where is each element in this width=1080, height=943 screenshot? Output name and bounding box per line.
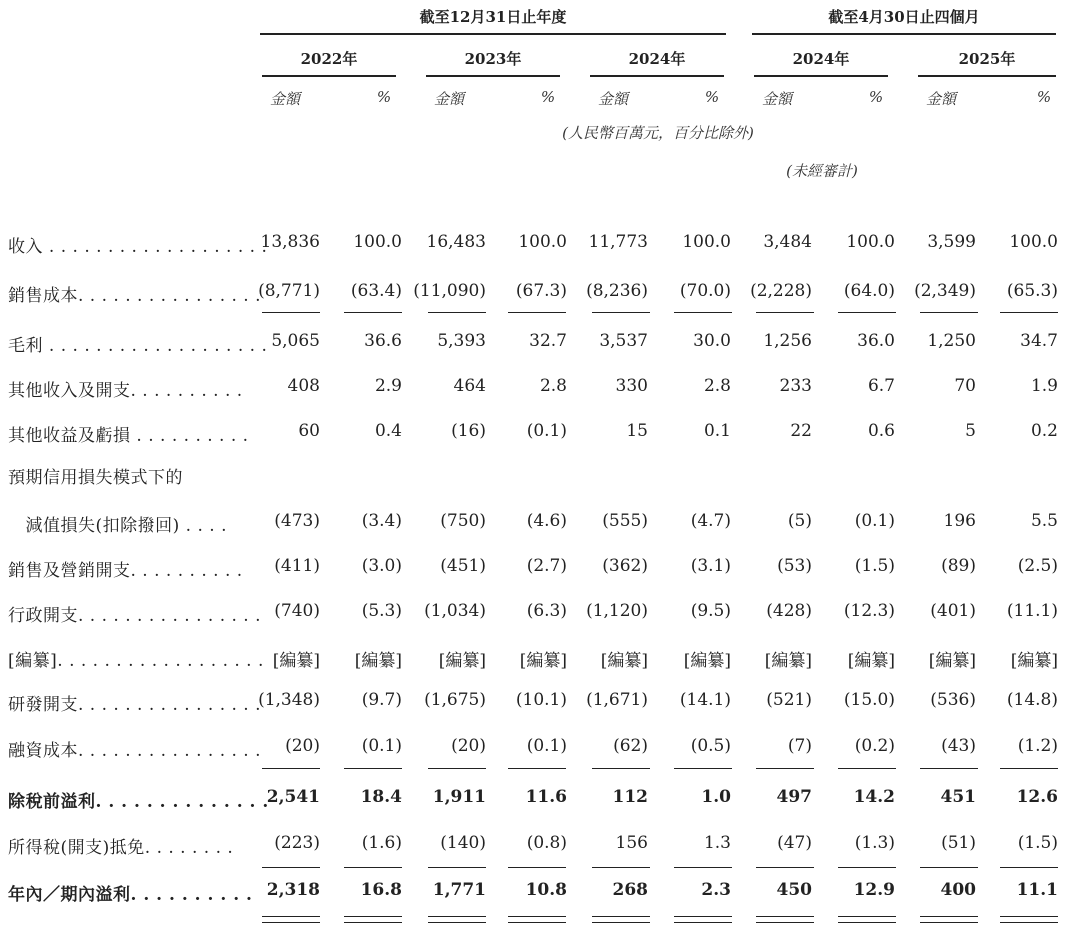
cell-finance-costs: (0.1)	[361, 736, 402, 756]
cell-admin-expenses: (6.3)	[526, 601, 567, 621]
row-label-profit-before-tax: 除稅前溢利. . . . . . . . . . . . . .	[8, 792, 269, 812]
cell-revenue: 100.0	[1009, 232, 1058, 252]
subtotal-rule	[756, 867, 814, 868]
cell-revenue: 3,599	[927, 232, 976, 252]
row-label-ecl-heading: 預期信用損失模式下的	[8, 468, 183, 488]
cell-finance-costs: (0.1)	[526, 736, 567, 756]
year-heading-2023: 2023年	[464, 50, 522, 68]
cell-finance-costs: (20)	[285, 736, 320, 756]
cell-cost-of-sales: (8,771)	[258, 281, 320, 301]
cell-impairment-losses: (473)	[274, 511, 320, 531]
cell-profit-before-tax: 18.4	[360, 787, 402, 807]
total-double-rule	[428, 922, 486, 923]
cell-profit-before-tax: 12.6	[1016, 787, 1058, 807]
row-label-revenue: 收入 . . . . . . . . . . . . . . . . . . .	[8, 237, 268, 257]
cell-cost-of-sales: (11,090)	[413, 281, 486, 301]
cell-profit-for-period: 268	[612, 880, 648, 900]
total-double-rule	[838, 922, 896, 923]
total-double-rule	[920, 916, 978, 917]
cell-revenue: 16,483	[426, 232, 486, 252]
subtotal-rule	[508, 867, 566, 868]
subtotal-rule	[344, 768, 402, 769]
cell-other-gains-losses: (0.1)	[526, 421, 567, 441]
amount-subheader: 金額	[433, 90, 464, 108]
cell-cost-of-sales: (63.4)	[350, 281, 402, 301]
amount-subheader: 金額	[597, 90, 628, 108]
cell-selling-marketing-expenses: (451)	[440, 556, 486, 576]
subtotal-rule	[428, 768, 486, 769]
cell-cost-of-sales: (2,349)	[914, 281, 976, 301]
total-double-rule	[592, 922, 650, 923]
cell-finance-costs: (0.2)	[854, 736, 895, 756]
row-label-profit-for-period: 年內／期內溢利. . . . . . . . . .	[8, 885, 253, 905]
cell-selling-marketing-expenses: (362)	[602, 556, 648, 576]
total-double-rule	[508, 916, 566, 917]
year-rule-2025	[918, 75, 1056, 77]
cell-impairment-losses: (3.4)	[361, 511, 402, 531]
cell-profit-before-tax: 451	[940, 787, 976, 807]
subtotal-rule	[428, 867, 486, 868]
row-label-impairment-losses: 減值損失(扣除撥回) . . . .	[8, 516, 227, 536]
cell-cost-of-sales: (2,228)	[750, 281, 812, 301]
cell-rd-expenses: (1,671)	[586, 690, 648, 710]
subtotal-rule	[262, 768, 320, 769]
cell-gross-profit: 34.7	[1020, 331, 1058, 351]
total-double-rule	[428, 916, 486, 917]
cell-impairment-losses: (5)	[787, 511, 812, 531]
cell-revenue: 100.0	[353, 232, 402, 252]
total-double-rule	[1000, 916, 1058, 917]
year-heading-2024: 2024年	[628, 50, 686, 68]
year-heading-2025: 2025年	[958, 50, 1016, 68]
cell-redacted-row: [編纂]	[519, 651, 567, 671]
cell-admin-expenses: (1,120)	[586, 601, 648, 621]
cell-rd-expenses: (536)	[930, 690, 976, 710]
percent-subheader: %	[868, 88, 884, 106]
subtotal-rule	[756, 312, 814, 313]
subtotal-rule	[674, 867, 732, 868]
cell-income-tax: (47)	[777, 833, 812, 853]
row-label-other-income-expenses: 其他收入及開支. . . . . . . . . .	[8, 381, 243, 401]
cell-profit-before-tax: 497	[776, 787, 812, 807]
cell-admin-expenses: (9.5)	[690, 601, 731, 621]
subtotal-rule	[262, 312, 320, 313]
cell-revenue: 100.0	[682, 232, 731, 252]
row-label-redacted-row: [編纂]. . . . . . . . . . . . . . . . . .	[8, 651, 264, 671]
cell-selling-marketing-expenses: (2.7)	[526, 556, 567, 576]
row-label-gross-profit: 毛利 . . . . . . . . . . . . . . . . . . .	[8, 336, 268, 356]
subtotal-rule	[1000, 312, 1058, 313]
cell-other-gains-losses: 0.6	[867, 421, 895, 441]
cell-impairment-losses: (4.7)	[690, 511, 731, 531]
cell-income-tax: (1.3)	[854, 833, 895, 853]
subtotal-rule	[344, 312, 402, 313]
year-rule-2023	[426, 75, 560, 77]
total-double-rule	[592, 916, 650, 917]
cell-other-gains-losses: 60	[298, 421, 320, 441]
cell-profit-for-period: 1,771	[432, 880, 486, 900]
row-label-admin-expenses: 行政開支. . . . . . . . . . . . . . . .	[8, 606, 262, 626]
cell-admin-expenses: (5.3)	[361, 601, 402, 621]
cell-rd-expenses: (1,675)	[424, 690, 486, 710]
subtotal-rule	[592, 312, 650, 313]
cell-selling-marketing-expenses: (411)	[274, 556, 320, 576]
cell-gross-profit: 32.7	[529, 331, 567, 351]
row-label-income-tax: 所得稅(開支)抵免. . . . . . . .	[8, 838, 234, 858]
cell-income-tax: (1.5)	[1017, 833, 1058, 853]
year-rule-2022	[262, 75, 396, 77]
cell-rd-expenses: (1,348)	[258, 690, 320, 710]
cell-other-income-expenses: 2.9	[374, 376, 402, 396]
cell-selling-marketing-expenses: (89)	[941, 556, 976, 576]
cell-other-gains-losses: (16)	[451, 421, 486, 441]
cell-profit-before-tax: 14.2	[853, 787, 895, 807]
cell-rd-expenses: (15.0)	[843, 690, 895, 710]
total-double-rule	[756, 916, 814, 917]
cell-revenue: 13,836	[260, 232, 320, 252]
percent-subheader: %	[704, 88, 720, 106]
cell-gross-profit: 36.6	[364, 331, 402, 351]
period-4m-rule	[752, 33, 1056, 35]
cell-revenue: 11,773	[588, 232, 648, 252]
subtotal-rule	[592, 768, 650, 769]
cell-redacted-row: [編纂]	[354, 651, 402, 671]
cell-selling-marketing-expenses: (3.1)	[690, 556, 731, 576]
amount-subheader: 金額	[269, 90, 300, 108]
total-double-rule	[674, 916, 732, 917]
cell-redacted-row: [編纂]	[438, 651, 486, 671]
cell-admin-expenses: (12.3)	[843, 601, 895, 621]
cell-selling-marketing-expenses: (3.0)	[361, 556, 402, 576]
percent-subheader: %	[1036, 88, 1052, 106]
cell-gross-profit: 1,250	[927, 331, 976, 351]
cell-other-income-expenses: 233	[779, 376, 812, 396]
cell-other-income-expenses: 2.8	[703, 376, 731, 396]
year-heading-2022: 2022年	[300, 50, 358, 68]
cell-profit-before-tax: 1.0	[701, 787, 731, 807]
cell-finance-costs: (1.2)	[1017, 736, 1058, 756]
cell-admin-expenses: (740)	[274, 601, 320, 621]
cell-redacted-row: [編纂]	[847, 651, 895, 671]
cell-impairment-losses: (555)	[602, 511, 648, 531]
total-double-rule	[1000, 922, 1058, 923]
unaudited-note: (未經審計)	[786, 162, 858, 180]
subtotal-rule	[592, 867, 650, 868]
cell-cost-of-sales: (64.0)	[843, 281, 895, 301]
cell-impairment-losses: (750)	[440, 511, 486, 531]
total-double-rule	[508, 922, 566, 923]
cell-other-gains-losses: 22	[790, 421, 812, 441]
cell-income-tax: (0.8)	[526, 833, 567, 853]
unit-note: (人民幣百萬元，百分比除外)	[562, 124, 754, 142]
total-double-rule	[674, 922, 732, 923]
cell-profit-for-period: 16.8	[360, 880, 402, 900]
subtotal-rule	[344, 867, 402, 868]
cell-gross-profit: 5,393	[437, 331, 486, 351]
cell-redacted-row: [編纂]	[1010, 651, 1058, 671]
cell-admin-expenses: (401)	[930, 601, 976, 621]
subtotal-rule	[508, 312, 566, 313]
cell-income-tax: 156	[615, 833, 648, 853]
subtotal-rule	[756, 768, 814, 769]
subtotal-rule	[920, 312, 978, 313]
cell-profit-for-period: 2,318	[266, 880, 320, 900]
cell-redacted-row: [編纂]	[683, 651, 731, 671]
cell-income-tax: (51)	[941, 833, 976, 853]
subtotal-rule	[1000, 768, 1058, 769]
cell-rd-expenses: (521)	[766, 690, 812, 710]
cell-gross-profit: 5,065	[271, 331, 320, 351]
cell-other-gains-losses: 15	[626, 421, 648, 441]
percent-subheader: %	[376, 88, 392, 106]
cell-other-income-expenses: 330	[615, 376, 648, 396]
cell-gross-profit: 30.0	[693, 331, 731, 351]
cell-income-tax: (1.6)	[361, 833, 402, 853]
cell-revenue: 100.0	[518, 232, 567, 252]
cell-profit-before-tax: 2,541	[266, 787, 320, 807]
cell-revenue: 3,484	[763, 232, 812, 252]
cell-cost-of-sales: (70.0)	[679, 281, 731, 301]
cell-revenue: 100.0	[846, 232, 895, 252]
total-double-rule	[262, 922, 320, 923]
cell-other-income-expenses: 1.9	[1030, 376, 1058, 396]
cell-other-gains-losses: 5	[965, 421, 976, 441]
cell-other-income-expenses: 408	[287, 376, 320, 396]
row-label-cost-of-sales: 銷售成本. . . . . . . . . . . . . . . .	[8, 286, 262, 306]
cell-admin-expenses: (11.1)	[1006, 601, 1058, 621]
cell-cost-of-sales: (65.3)	[1006, 281, 1058, 301]
row-label-other-gains-losses: 其他收益及虧損 . . . . . . . . . .	[8, 426, 249, 446]
total-double-rule	[344, 922, 402, 923]
cell-profit-before-tax: 112	[612, 787, 648, 807]
subtotal-rule	[838, 768, 896, 769]
cell-finance-costs: (7)	[787, 736, 812, 756]
period-4m-heading: 截至4月30日止四個月	[828, 8, 980, 26]
cell-redacted-row: [編纂]	[272, 651, 320, 671]
cell-redacted-row: [編纂]	[764, 651, 812, 671]
subtotal-rule	[428, 312, 486, 313]
row-label-rd-expenses: 研發開支. . . . . . . . . . . . . . . .	[8, 695, 262, 715]
cell-other-income-expenses: 6.7	[867, 376, 895, 396]
cell-finance-costs: (43)	[941, 736, 976, 756]
subtotal-rule	[1000, 867, 1058, 868]
total-double-rule	[838, 916, 896, 917]
amount-subheader: 金額	[925, 90, 956, 108]
cell-profit-for-period: 10.8	[525, 880, 567, 900]
cell-profit-for-period: 11.1	[1016, 880, 1058, 900]
cell-impairment-losses: (0.1)	[854, 511, 895, 531]
cell-other-income-expenses: 70	[954, 376, 976, 396]
subtotal-rule	[262, 867, 320, 868]
total-double-rule	[756, 922, 814, 923]
row-label-finance-costs: 融資成本. . . . . . . . . . . . . . . .	[8, 741, 262, 761]
cell-rd-expenses: (10.1)	[515, 690, 567, 710]
cell-rd-expenses: (14.8)	[1006, 690, 1058, 710]
cell-cost-of-sales: (8,236)	[586, 281, 648, 301]
row-label-selling-marketing-expenses: 銷售及營銷開支. . . . . . . . . .	[8, 561, 243, 581]
cell-impairment-losses: 196	[943, 511, 976, 531]
cell-selling-marketing-expenses: (53)	[777, 556, 812, 576]
cell-other-gains-losses: 0.4	[374, 421, 402, 441]
year-heading-2024-4m: 2024年	[792, 50, 850, 68]
subtotal-rule	[920, 768, 978, 769]
cell-selling-marketing-expenses: (1.5)	[854, 556, 895, 576]
cell-cost-of-sales: (67.3)	[515, 281, 567, 301]
cell-other-gains-losses: 0.2	[1030, 421, 1058, 441]
cell-profit-for-period: 400	[940, 880, 976, 900]
percent-subheader: %	[540, 88, 556, 106]
period-year-heading: 截至12月31日止年度	[419, 8, 567, 26]
cell-profit-before-tax: 1,911	[432, 787, 486, 807]
cell-rd-expenses: (14.1)	[679, 690, 731, 710]
total-double-rule	[344, 916, 402, 917]
cell-profit-for-period: 450	[776, 880, 812, 900]
cell-redacted-row: [編纂]	[928, 651, 976, 671]
subtotal-rule	[838, 312, 896, 313]
subtotal-rule	[674, 312, 732, 313]
cell-income-tax: (140)	[440, 833, 486, 853]
cell-impairment-losses: 5.5	[1030, 511, 1058, 531]
subtotal-rule	[508, 768, 566, 769]
cell-profit-before-tax: 11.6	[525, 787, 567, 807]
cell-other-income-expenses: 464	[453, 376, 486, 396]
cell-other-income-expenses: 2.8	[539, 376, 567, 396]
cell-admin-expenses: (1,034)	[424, 601, 486, 621]
cell-profit-for-period: 12.9	[853, 880, 895, 900]
year-rule-2024-4m	[754, 75, 888, 77]
cell-redacted-row: [編纂]	[600, 651, 648, 671]
subtotal-rule	[838, 867, 896, 868]
cell-gross-profit: 36.0	[857, 331, 895, 351]
cell-gross-profit: 3,537	[599, 331, 648, 351]
cell-finance-costs: (62)	[613, 736, 648, 756]
cell-finance-costs: (0.5)	[690, 736, 731, 756]
subtotal-rule	[920, 867, 978, 868]
amount-subheader: 金額	[761, 90, 792, 108]
year-rule-2024	[590, 75, 724, 77]
period-year-rule	[260, 33, 726, 35]
subtotal-rule	[674, 768, 732, 769]
total-double-rule	[920, 922, 978, 923]
cell-gross-profit: 1,256	[763, 331, 812, 351]
cell-profit-for-period: 2.3	[701, 880, 731, 900]
cell-rd-expenses: (9.7)	[361, 690, 402, 710]
cell-income-tax: (223)	[274, 833, 320, 853]
cell-finance-costs: (20)	[451, 736, 486, 756]
cell-income-tax: 1.3	[703, 833, 731, 853]
cell-admin-expenses: (428)	[766, 601, 812, 621]
cell-impairment-losses: (4.6)	[526, 511, 567, 531]
cell-other-gains-losses: 0.1	[703, 421, 731, 441]
total-double-rule	[262, 916, 320, 917]
cell-selling-marketing-expenses: (2.5)	[1017, 556, 1058, 576]
